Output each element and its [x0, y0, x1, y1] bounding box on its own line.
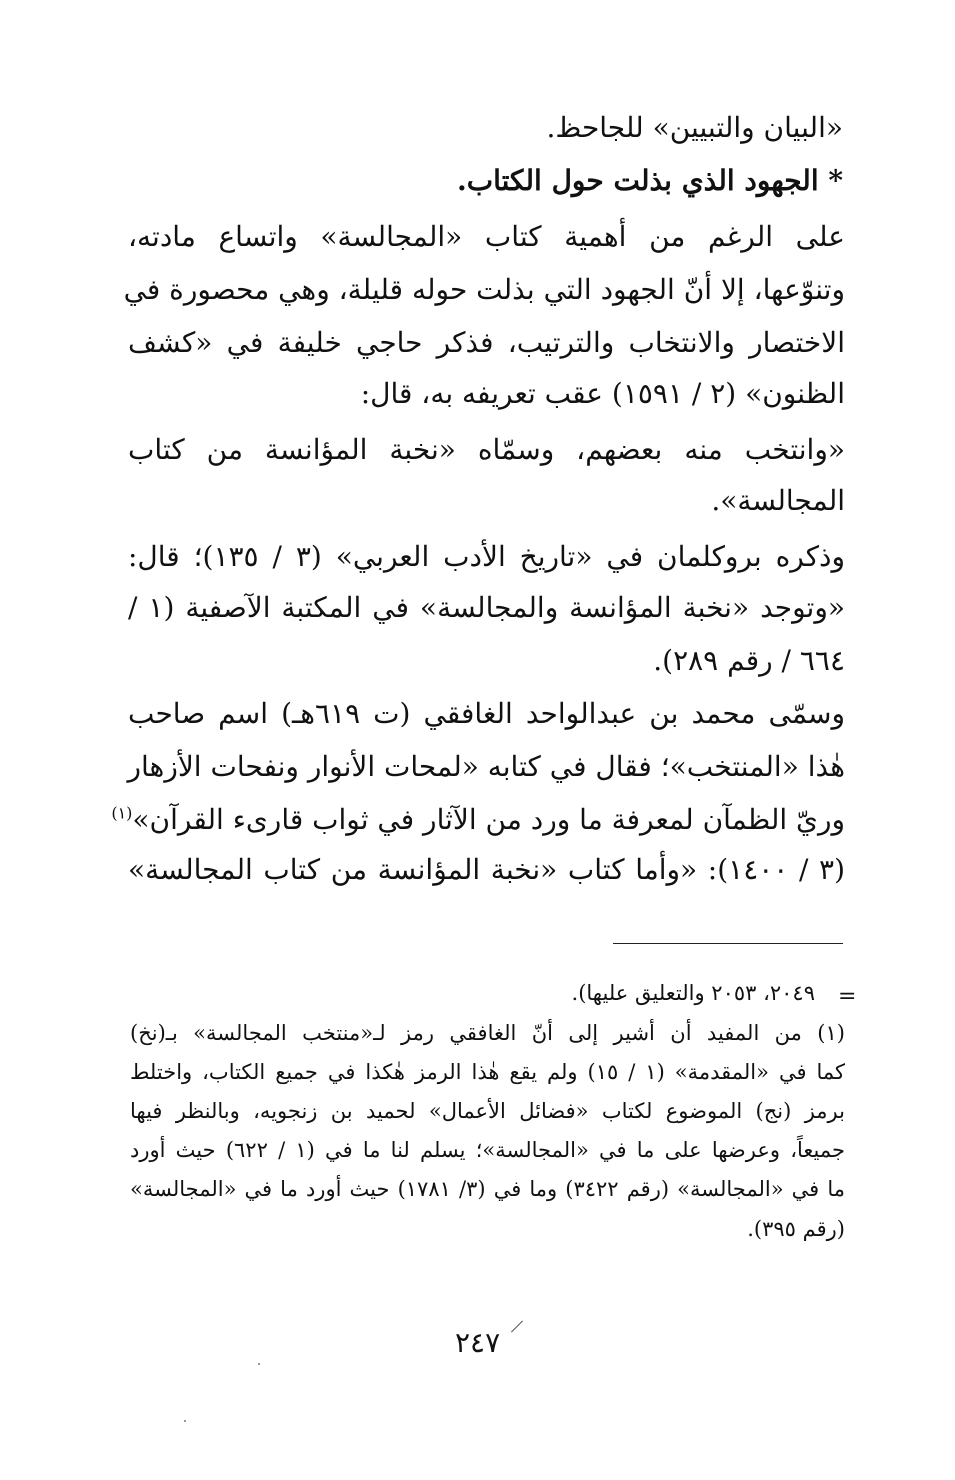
scan-speck — [184, 1420, 186, 1422]
quote-line-3: «وتوجد «نخبة المؤانسة والمجالسة» في المكتبة الآصفية (١ / — [128, 591, 845, 624]
text-line-14-content: وريّ الظمآن لمعرفة ما ورد من الآثار في ثواب قارىء القرآن» — [132, 803, 845, 836]
footnote-line-3: كما في «المقدمة» (١ / ١٥) ولم يقع هٰذا الرمز هٰكذا في جميع الكتاب، واختلط — [130, 1060, 845, 1084]
footnote-line-1: ٢٠٤٩، ٢٠٥٣ والتعليق عليها). — [571, 981, 815, 1005]
scan-speck — [258, 1363, 260, 1365]
text-line-12: وسمّى محمد بن عبدالواحد الغافقي (ت ٦١٩هـ) اسم صاحب — [128, 697, 845, 730]
footnote-reference: (١) — [111, 803, 133, 823]
text-line-9: وذكره بروكلمان في «تاريخ الأدب العربي» (٣ / ١٣٥)؛ قال: — [128, 540, 846, 573]
text-line-6: الظنون» (٢ / ١٥٩١) عقب تعريفه به، قال: — [360, 377, 845, 410]
footnote-line-7: (رقم ٣٩٥). — [747, 1217, 845, 1241]
footnote-line-4: برمز (نج) الموضوع لكتاب «فضائل الأعمال» لحميد بن زنجويه، وبالنظر فيها — [130, 1099, 845, 1123]
quote-line-1: «وانتخب منه بعضهم، وسمّاه «نخبة المؤانسة من كتاب — [128, 433, 845, 466]
text-line-4: وتنوّعها، إلا أنّ الجهود التي بذلت حوله قليلة، وهي محصورة في — [123, 273, 845, 306]
text-line-5: الاختصار والانتخاب والترتيب، فذكر حاجي خليفة في «كشف — [128, 326, 845, 359]
quote-line-4: ٦٦٤ / رقم ٢٨٩). — [653, 644, 845, 677]
text-line-14 — [111, 795, 845, 845]
section-heading: * الجهود الذي بذلت حول الكتاب. — [456, 164, 843, 197]
scan-mark — [511, 1320, 523, 1332]
footnote-separator — [613, 943, 843, 944]
footnote-continuation-mark: = — [838, 984, 857, 1009]
footnote-line-6: ما في «المجالسة» (رقم ٣٤٢٢) وما في (٣/ ١٧٨١) حيث أورد ما في «المجالسة» — [130, 1177, 845, 1201]
page-number: ٢٤٧ — [455, 1326, 501, 1359]
text-line-1: «البيان والتبيين» للجاحظ. — [546, 111, 843, 144]
footnote-line-2: (١) من المفيد أن أشير إلى أنّ الغافقي رمز لـ«منتخب المجالسة» بـ(نخ) — [130, 1021, 845, 1045]
text-line-13: هٰذا «المنتخب»؛ فقال في كتابه «لمحات الأنوار ونفحات الأزهار — [127, 750, 845, 783]
footnote-line-5: جميعاً، وعرضها على ما في «المجالسة»؛ يسلم لنا ما في (١ / ٦٢٢) حيث أورد — [130, 1138, 845, 1162]
text-line-3: على الرغم من أهمية كتاب «المجالسة» واتساع مادته، — [128, 220, 845, 253]
text-line-15: (٣ / ١٤٠٠): «وأما كتاب «نخبة المؤانسة من كتاب المجالسة» — [128, 853, 845, 886]
quote-line-2: المجالسة». — [711, 484, 845, 517]
